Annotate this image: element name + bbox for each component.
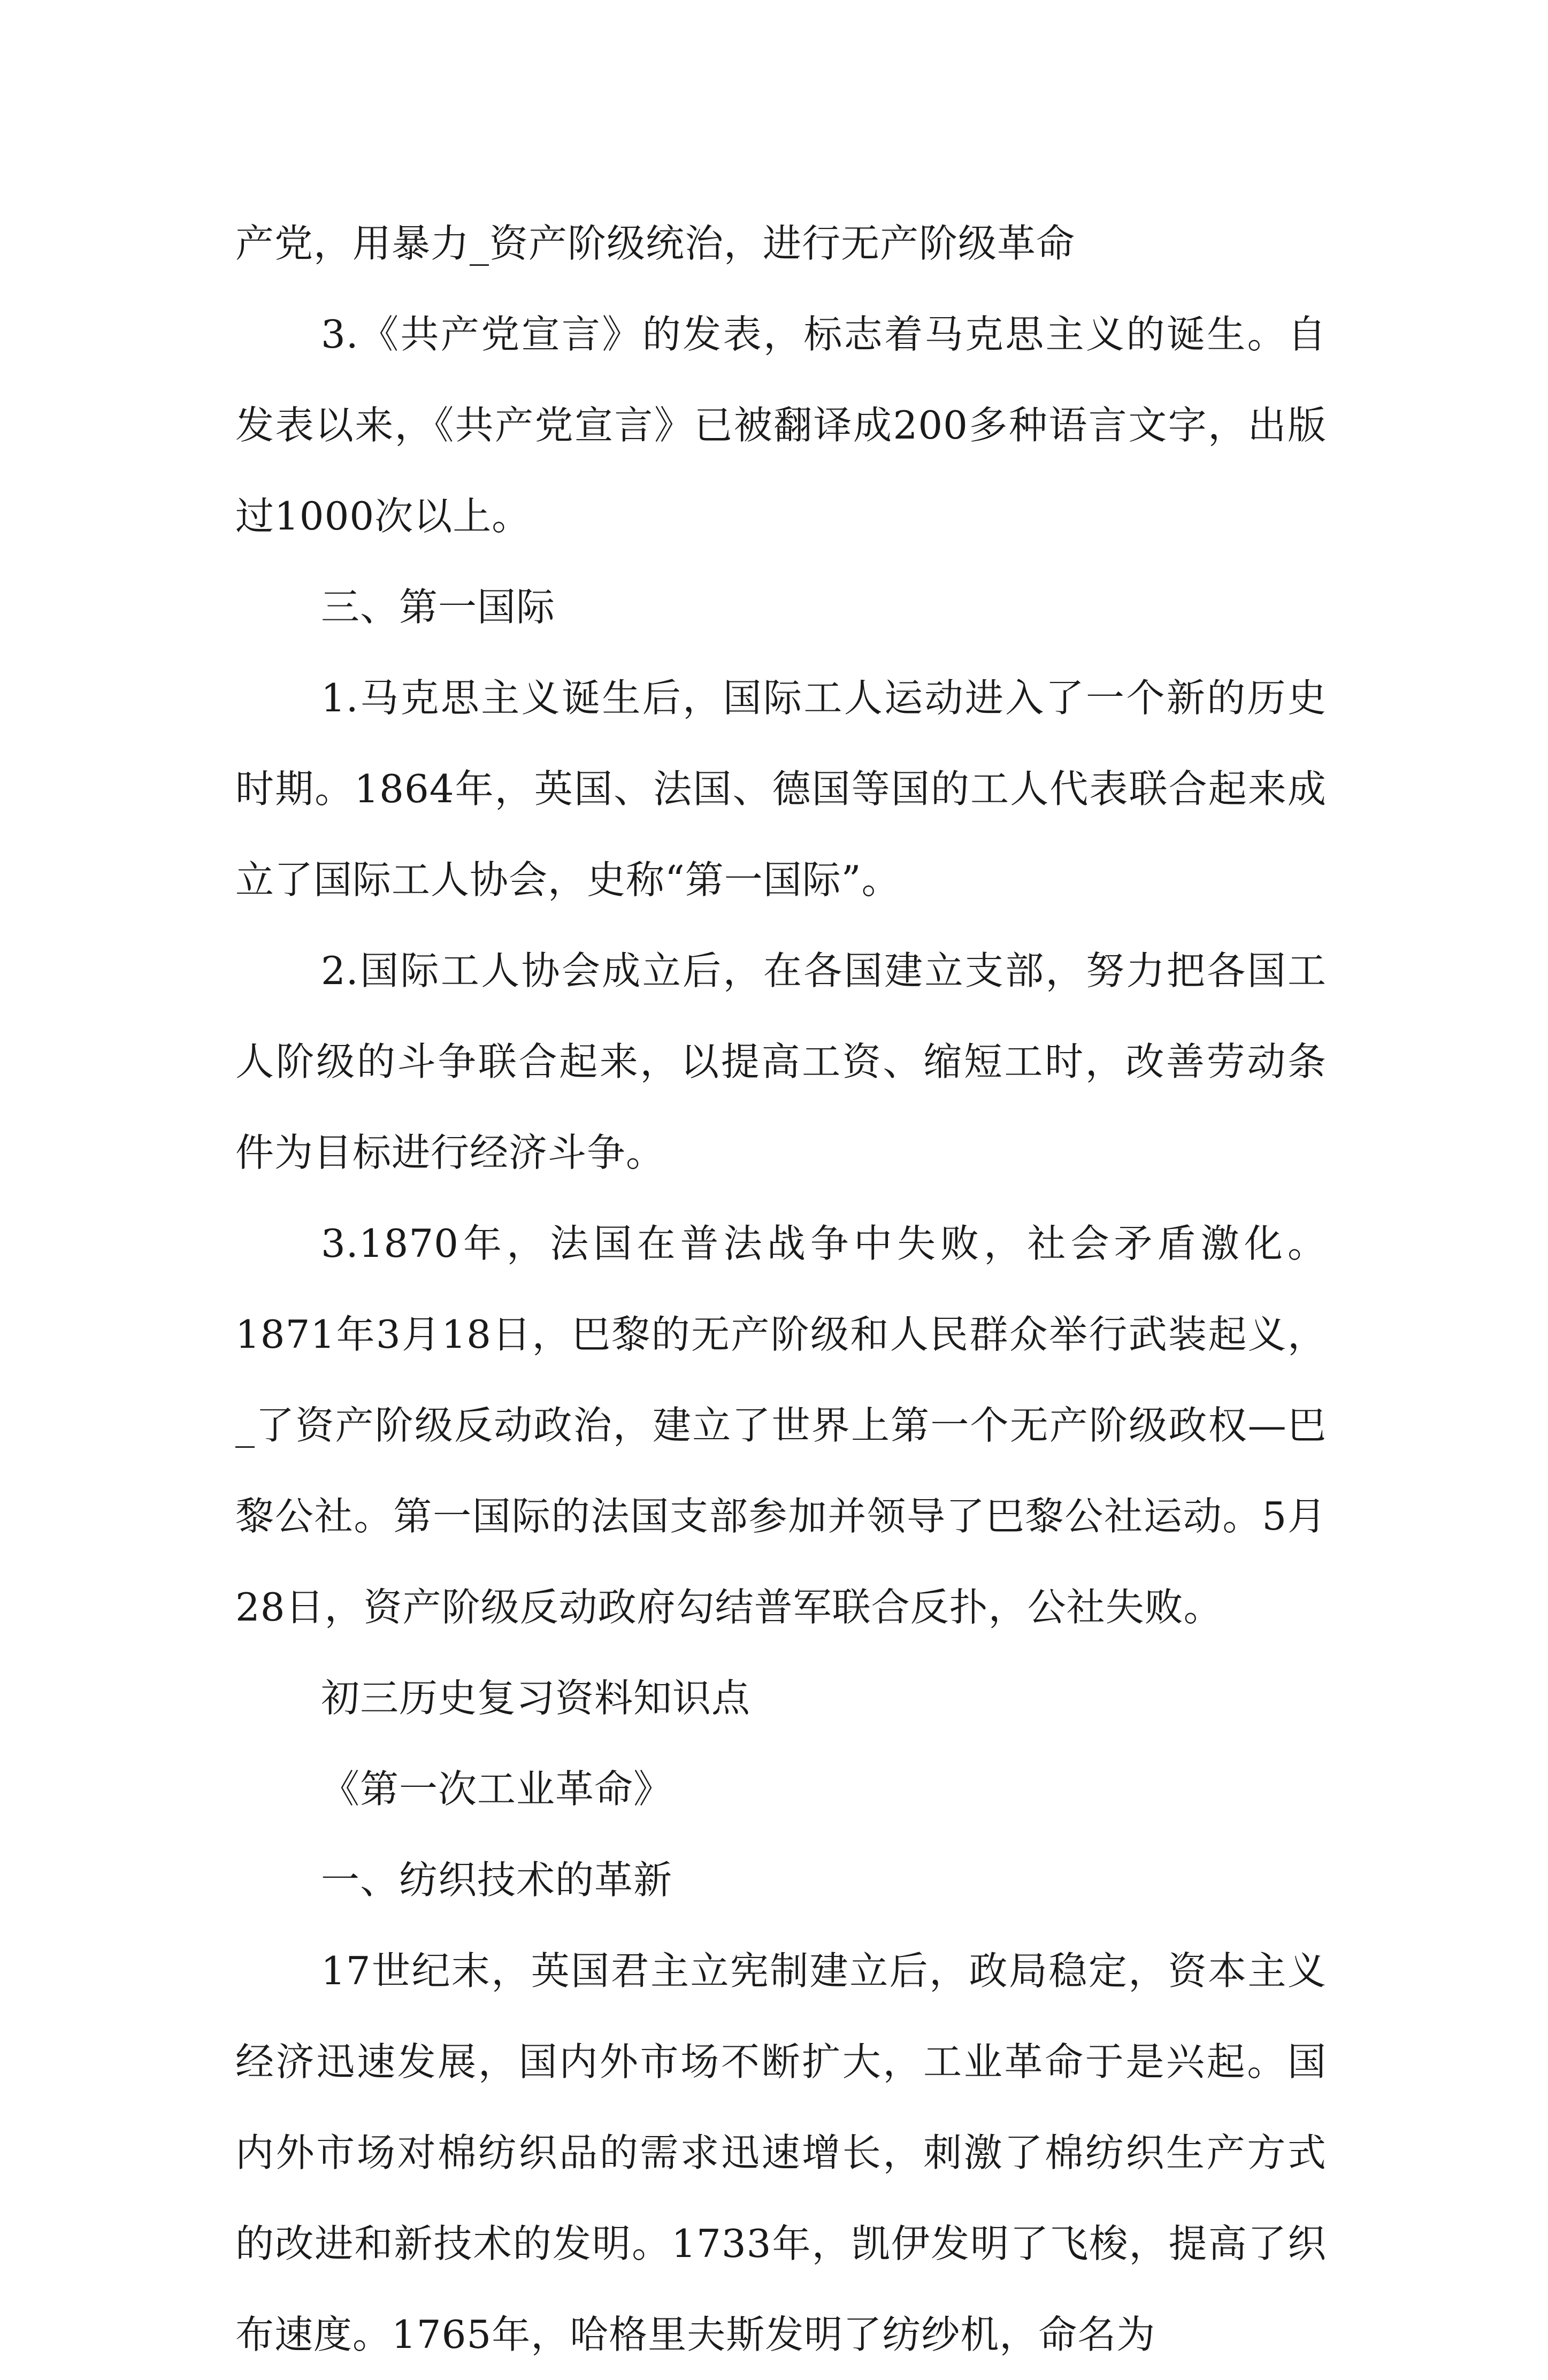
paragraph: 17世纪末，英国君主立宪制建立后，政局稳定，资本主义经济迅速发展，国内外市场不断扩大，工业革命于是兴起。国内外市场对棉纺织品的需求迅速增长，刺激了棉纺织生产方式的改进和新技术的发明。1733年，凯伊发明了飞梭，提高了织布速度。1765年，哈格里夫斯发明了纺纱机，命名为 bbox=[235, 1948, 1327, 2357]
section-heading: 三、第一国际 bbox=[321, 585, 556, 629]
section-heading: 一、纺织技术的革新 bbox=[321, 1857, 673, 1902]
section-heading: 初三历史复习资料知识点 bbox=[321, 1676, 751, 1721]
paragraph: 1.马克思主义诞生后，国际工人运动进入了一个新的历史时期。1864年，英国、法国、德国等国的工人代表联合起来成立了国际工人协会，史称“第一国际”。 bbox=[235, 675, 1327, 902]
paragraph: 产党，用暴力_资产阶级统治，进行无产阶级革命 bbox=[235, 221, 1076, 266]
paragraph: 3.《共产党宣言》的发表，标志着马克思主义的诞生。自发表以来，《共产党宣言》已被翻译成200多种语言文字，出版过1000次以上。 bbox=[235, 312, 1327, 539]
section-heading: 《第一次工业革命》 bbox=[321, 1767, 673, 1811]
paragraph: 2.国际工人协会成立后，在各国建立支部，努力把各国工人阶级的斗争联合起来，以提高工资、缩短工时，改善劳动条件为目标进行经济斗争。 bbox=[235, 948, 1327, 1175]
paragraph: 3.1870年，法国在普法战争中失败，社会矛盾激化。1871年3月18日，巴黎的无产阶级和人民群众举行武装起义，_了资产阶级反动政治，建立了世界上第一个无产阶级政权—巴黎公社。第一国际的法国支部参加并领导了巴黎公社运动。5月28日，资产阶级反动政府勾结普军联合反扑，公社失败。 bbox=[235, 1221, 1327, 1630]
document-body bbox=[235, 198, 1327, 2380]
